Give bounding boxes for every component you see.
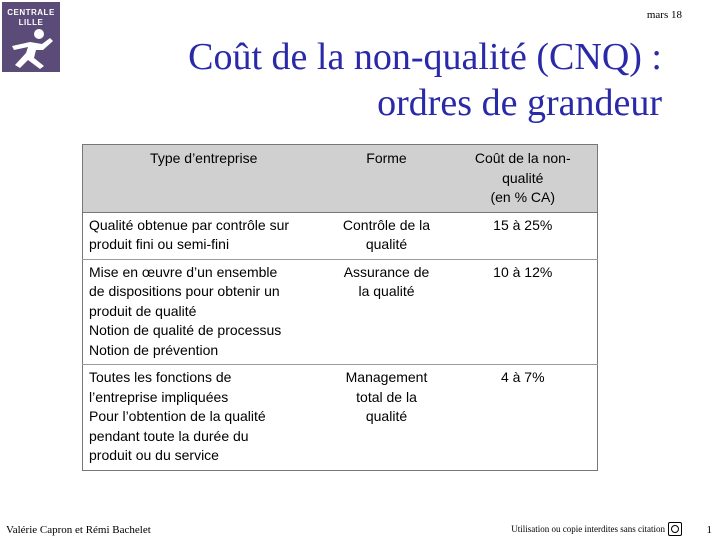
cell-forme [325,365,449,471]
title-line-2: ordres de grandeur [377,82,662,124]
footer-authors: Valérie Capron et Rémi Bachelet [6,524,151,536]
cnq-table [82,144,598,471]
logo-line-1: CENTRALE [7,8,55,17]
cell-forme [325,259,449,365]
slide-title [90,34,662,126]
header-type [83,145,325,213]
cell-cout: 15 à 25% [449,212,598,259]
cell-line: l’entreprise impliquées [89,388,229,405]
cc-icon [668,522,682,536]
footer-license [511,522,682,536]
logo-line-2: LILLE [18,18,44,27]
cell-cout: 4 à 7% [449,365,598,471]
header-cout-line: (en % CA) [490,189,556,205]
cell-line: Assurance de [343,263,430,280]
cell-line: Contrôle de la [342,216,431,233]
header-cout-line: Coût de la non- [474,150,571,166]
cell-type [83,212,325,259]
table-row [83,212,598,259]
header-cout [449,145,598,213]
cell-cout: 10 à 12% [449,259,598,365]
cell-type [83,259,325,365]
cell-line: Notion de prévention [89,341,219,358]
cell-line: Notion de qualité de processus [89,322,282,338]
header-cout-line: qualité [502,169,544,186]
cell-line: Pour l’obtention de la qualité [89,408,266,424]
cell-line: Mise en œuvre d’un ensemble [89,263,278,280]
cell-line: produit de qualité [89,302,197,319]
table-row [83,365,598,471]
cell-line: Management [345,369,428,385]
centrale-lille-logo [2,2,60,72]
page-number: 1 [706,524,712,536]
cell-line: pendant toute la durée du [89,427,249,444]
table-header-row [83,145,598,213]
cell-forme [325,212,449,259]
cell-type [83,365,325,471]
running-figure-icon [6,28,56,70]
cell-line: produit fini ou semi-fini [89,236,230,252]
cell-line: qualité [365,408,408,424]
cell-line: total de la [356,388,417,405]
cell-line: de dispositions pour obtenir un [89,283,280,299]
header-forme-text: Forme [366,150,407,166]
title-line-1: Coût de la non-qualité (CNQ) : [188,36,662,78]
cell-line: Toutes les fonctions de [89,369,232,385]
cell-line: Qualité obtenue par contrôle sur [89,216,290,233]
table-row [83,259,598,365]
header-type-text: Type d’entreprise [150,150,258,166]
cell-line: la qualité [358,283,415,299]
slide-date: mars 18 [646,9,682,21]
cell-line: qualité [365,236,408,252]
cell-line: produit ou du service [89,447,219,463]
license-text: Utilisation ou copie interdites sans citation [511,524,665,534]
header-forme [325,145,449,213]
